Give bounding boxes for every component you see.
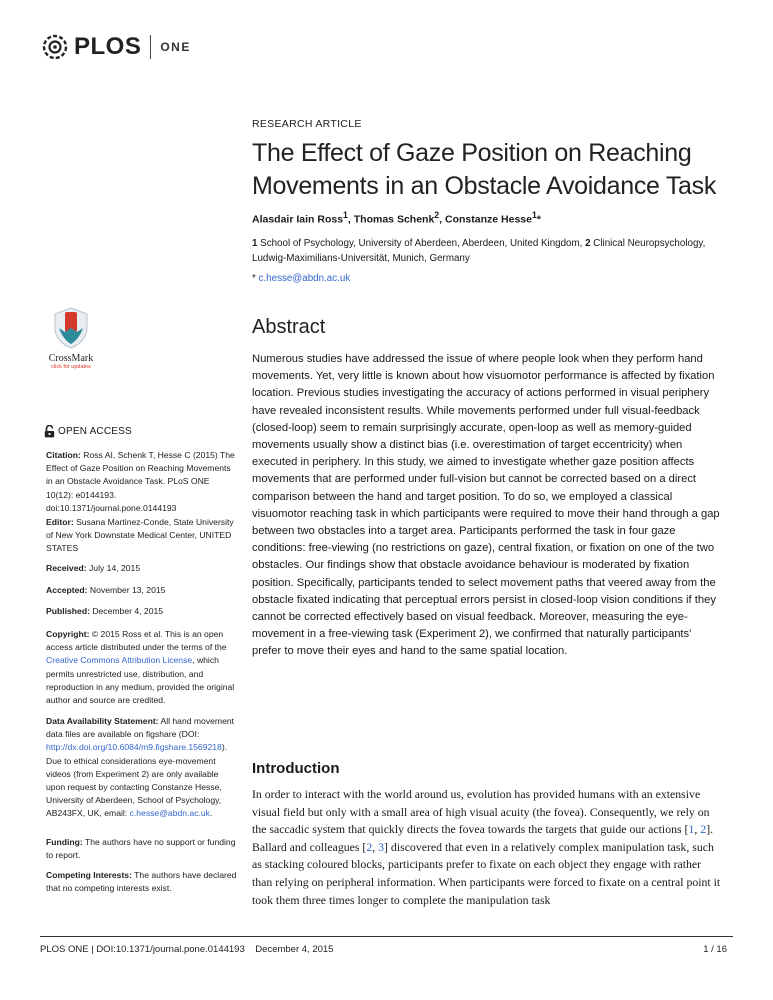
editor-label: Editor: [46,517,74,527]
published-date: December 4, 2015 [89,606,164,616]
received-label: Received: [46,563,87,573]
published-label: Published: [46,606,90,616]
affiliation-number: 2 [585,238,591,249]
funding-text: The authors have no support or funding to report. [46,837,236,861]
author-name[interactable]: Constanze Hesse [445,213,532,226]
copyright-label: Copyright: [46,629,90,639]
data-availability-text: All hand movement data files are available on figshare (DOI: [46,716,235,740]
copyright-block [46,628,238,707]
crossmark-icon [51,306,91,350]
published-block [46,605,238,618]
page-number: 1 / 16 [703,944,727,955]
plos-logo [40,32,191,62]
intro-text: ] discovered that even in a relatively complex manipulation task, such as stacking coloured blocks, participants prefer to fixate on each object they engage with rather than relying on peripheral information. When participants were forced to fixate on a central point it took them three times longer to complete the manipulation task [252,839,721,907]
introduction-heading: Introduction [252,760,340,777]
accepted-label: Accepted: [46,585,88,595]
competing-interests-text: The authors have declared that no competing interests exist. [46,870,237,894]
data-email-link[interactable]: c.hesse@abdn.ac.uk [129,808,210,819]
copyright-text: , which permits unrestricted use, distribution, and reproduction in any medium, provided the original author and source are credited. [46,655,235,706]
citation-label: Citation: [46,450,81,460]
copyright-text: © 2015 Ross et al. This is an open access article distributed under the terms of the [46,629,227,653]
author-separator: , [439,213,446,226]
abstract-text: Numerous studies have addressed the issue of where people look when they perform hand movements. Yet, very little is known about how visuomotor performance is affected by fixation location. Previous studies investigating the accuracy of actions performed in visual periphery have revealed inconsistent results. While movements performed under full visual-feedback (closed-loop) seem to remain surprisingly accurate, open-loop as well as memory-guided movements usually show a distinct bias (i.e. overestimation of target eccentricity) when executed in periphery. In this study, we aimed to investigate whether gaze position affects movements that are performed under full-vision but cannot be corrected based on a direct comparison between the hand and target position. To do so, we employed a classical visuomotor reaching task in which participants were required to move their hand through a gap between two obstacles into a target area. Participants performed the task in four gaze conditions: free-viewing (no restrictions on gaze), central fixation, or fixation on one of the two obstacles. Our findings show that obstacle avoidance behaviour is moderated by fixation position. Specifically, participants tended to select movement paths that veered away from the obstacle fixated indicating that perceptual errors persist in closed-loop vision conditions if they cannot be corrected effectively based on visual feedback. Moreover, measuring the eye-movement in a free-viewing task (Experiment 2), we confirmed that naturally participants' prefer to move their eyes and hand to the same spatial location. [252,353,720,658]
author-affil-sup: 2 [434,210,440,220]
open-access-label: OPEN ACCESS [58,426,132,437]
citation-block [46,449,238,515]
citation-text: Ross AI, Schenk T, Hesse C (2015) The Effect of Gaze Position on Reaching Movements in an Obstacle Avoidance Task. PLoS ONE 10(12): e0144193. doi:10.1371/journal.pone.0144193 [46,450,235,513]
data-availability-text: ). Due to ethical considerations eye-movement videos (from Experiment 2) are only available upon request by contacting Constanze Hesse, University of Aberdeen, School of Psychology, AB243FX, UK, email: [46,742,228,819]
crossmark-sublabel: click for updates [51,364,91,370]
corresponding-email [252,273,722,284]
funding-label: Funding: [46,837,83,847]
data-availability-label: Data Availability Statement: [46,716,159,726]
reference-link[interactable]: 2 [700,822,707,837]
editor-text: Susana Martinez-Conde, State University of New York Downstate Medical Center, UNITED STATES [46,517,234,554]
author-name[interactable]: Alasdair Iain Ross [252,213,344,226]
reference-link[interactable]: 3 [378,839,385,854]
logo-journal-text: ONE [160,40,191,54]
author-name[interactable]: Thomas Schenk [353,213,435,226]
author-affil-sup: 1 [531,210,537,220]
logo-plos-text: PLOS [74,33,142,60]
email-link[interactable]: c.hesse@abdn.ac.uk [258,273,351,284]
intro-text: In order to interact with the world around us, evolution has provided humans with an extensive visual field but only with a small area of high visual acuity (the fovea). Consequently, we rely on the saccadic system that quickly directs the fovea towards the targets that guide our actions [ [252,787,710,837]
accepted-block [46,584,238,597]
plos-logo-icon [40,32,70,62]
accepted-date: November 13, 2015 [87,585,166,595]
author-separator: * [536,213,541,226]
license-link[interactable]: Creative Commons Attribution License [46,655,193,666]
logo-divider [150,35,151,59]
open-lock-icon [44,425,55,438]
affiliation-text: Clinical Neuropsychology, Ludwig-Maximilians-Universität, Munich, Germany [252,238,706,264]
affiliations [252,236,722,266]
email-marker: * [252,273,259,284]
affiliation-text: School of Psychology, University of Aberdeen, Aberdeen, United Kingdom, [257,238,586,249]
figshare-link[interactable]: http://dx.doi.org/10.6084/m9.figshare.1569218 [46,742,222,753]
article-type: RESEARCH ARTICLE [252,118,362,130]
open-access-badge [44,425,132,438]
affiliation-number: 1 [252,238,258,249]
author-list [252,210,722,226]
data-availability-block [46,715,238,821]
crossmark-badge[interactable] [44,306,98,370]
abstract-heading: Abstract [252,316,326,338]
author-affil-sup: 1 [343,210,348,220]
introduction-text [252,786,722,909]
intro-text: , [694,822,701,837]
intro-text: ]. Ballard and colleagues [ [252,822,714,854]
footer-divider [40,936,733,937]
received-block [46,562,238,575]
article-title: The Effect of Gaze Position on Reaching Movements in an Obstacle Avoidance Task [252,139,717,200]
intro-text: , [372,839,379,854]
competing-interests-block [46,869,238,895]
reference-link[interactable]: 1 [688,822,695,837]
footer-citation: PLOS ONE | DOI:10.1371/journal.pone.0144193 December 4, 2015 [40,944,334,955]
author-separator: , [347,213,354,226]
crossmark-label: CrossMark [48,353,94,364]
editor-block [46,516,238,556]
reference-link[interactable]: 2 [366,839,373,854]
received-date: July 14, 2015 [86,563,141,573]
data-availability-text: . [209,808,213,819]
competing-interests-label: Competing Interests: [46,870,132,880]
funding-block [46,836,238,862]
